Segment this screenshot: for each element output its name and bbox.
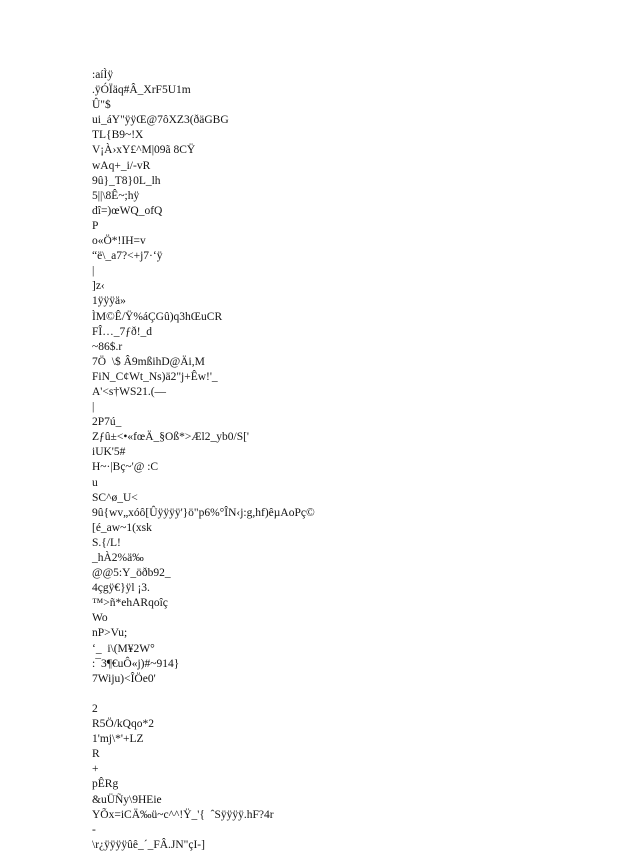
- text-line: Wo: [92, 612, 108, 625]
- text-line: “ë\_a7?<+j7·‘ÿ: [92, 250, 163, 263]
- text-line: @@5:Y_öðb92_: [92, 567, 171, 580]
- text-line: :aíÌÿ: [92, 69, 114, 81]
- text-line: V¡À›xY£^M|09ã 8CŸ: [92, 144, 196, 157]
- text-line: 1'mj\*'+LZ: [92, 733, 144, 746]
- text-line: H~·|Bç~'@ :C: [92, 461, 159, 474]
- text-line: 5||\8Ê~;hÿ: [92, 189, 140, 202]
- text-line: TL{B9~!X: [92, 129, 144, 142]
- text-line: 9û}_T8}0L_lh: [92, 174, 161, 187]
- text-line: nP>Vu;: [92, 627, 128, 640]
- text-line: o«Ö*!IH=v: [92, 235, 146, 248]
- text-line: [92, 687, 612, 702]
- text-line: ÌM©Ê/Ÿ%áÇGû)q3hŒuCR: [92, 310, 223, 323]
- text-line: R5Ö/kQqo*2: [92, 718, 154, 731]
- text-line: |: [92, 401, 95, 414]
- text-line: pÊRg: [92, 778, 119, 791]
- text-line: ~86$.r: [92, 340, 123, 353]
- text-line: YÕx=iCÄ‰ü~c^^!Ÿ_'{ ˆSÿÿÿÿ.hF?4r: [92, 808, 274, 821]
- text-line: wAq+_i/-vR: [92, 159, 151, 172]
- text-line: 7Ö \$ Â9mßihD@Äi,M: [92, 355, 205, 368]
- text-line: ui_áY"ÿÿŒ@7ôXZ3(ðäGBG: [92, 114, 229, 127]
- text-line: &uÜÑy\9HEie: [92, 793, 162, 806]
- text-line: -: [92, 823, 96, 836]
- text-line: dî=)œWQ_ofQ: [92, 204, 163, 217]
- text-line: FÎ…_7ƒð!_d: [92, 325, 153, 338]
- text-line: FiN_C¢Wt_Ns)ä2"j+Êw!'_: [92, 370, 218, 383]
- text-line: S.{/L!: [92, 536, 121, 549]
- text-line: 1ÿÿÿä»: [92, 295, 126, 308]
- text-line: 9û{wv„xóô[Ûÿÿÿÿ'}ö"p6%°ÎN‹j:g,hf)êµAoPç©: [92, 506, 315, 519]
- text-line: \r¿ÿÿÿÿûê_´_FÂ.JN"çI-]: [92, 838, 205, 851]
- text-body: [92, 68, 612, 853]
- text-line: Zƒû±<•«fœÄ_§Oß*>Æl2_yb0/S[': [92, 431, 249, 444]
- text-line: ]z‹: [92, 280, 105, 293]
- text-line: u: [92, 476, 98, 489]
- text-line: [é_aw~1(xsk: [92, 521, 152, 534]
- text-line: |: [92, 265, 95, 278]
- text-line: Û"$: [92, 99, 111, 112]
- text-line: P: [92, 219, 99, 232]
- text-line: :¯3¶€uÔ«j)#~914}: [92, 657, 180, 670]
- text-line: _hÀ2%ä‰: [92, 552, 144, 564]
- text-line: A'<s†WS21.(—: [92, 385, 167, 398]
- text-line: R: [92, 748, 100, 761]
- text-line: SC^ø_U<: [92, 491, 138, 504]
- text-line: ‘_ i\(M¥2W°: [92, 642, 155, 655]
- text-line: +: [92, 763, 99, 776]
- text-line: 4çgÿ€}ÿl ¡3.: [92, 582, 150, 595]
- text-line: ™>ñ*ehARqoîç: [92, 597, 168, 610]
- text-line: 2: [92, 702, 98, 715]
- text-line: iUK'5#: [92, 446, 126, 459]
- text-line: .ÿÓÏäq#Â_XrF5U1m: [92, 84, 191, 97]
- text-line: 2P7ú_: [92, 416, 122, 429]
- text-line: 7Wiju)<ÎÖe0': [92, 672, 156, 685]
